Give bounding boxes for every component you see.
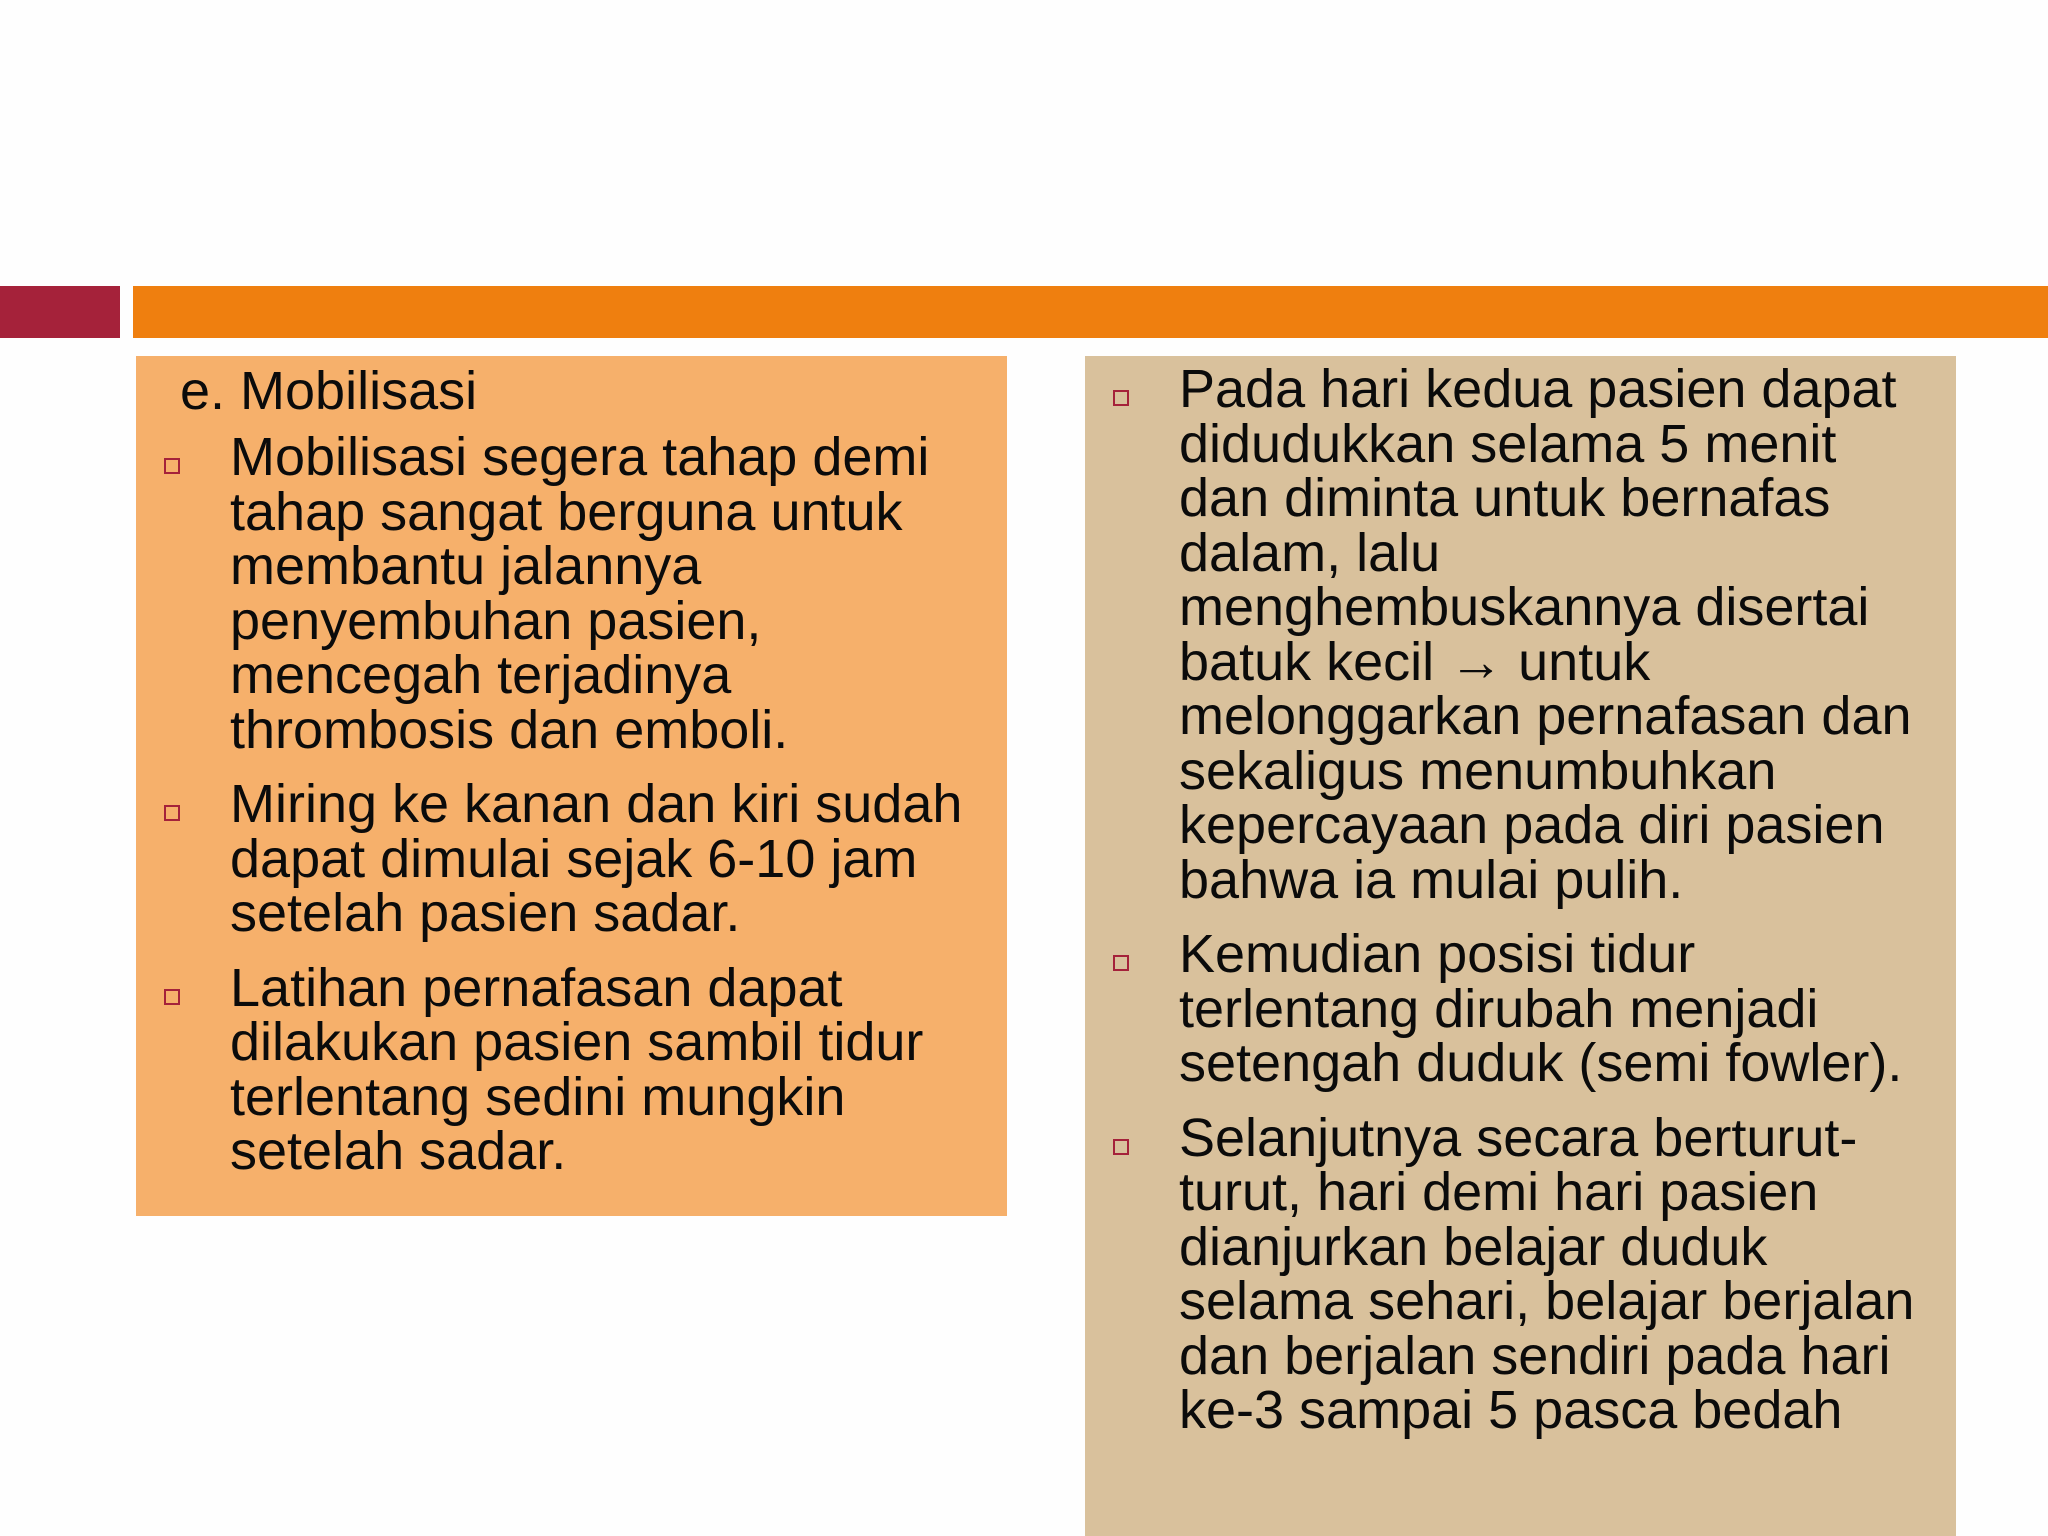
list-item-text: Selanjutnya secara berturut-turut, hari demi hari pasien dianjurkan belajar duduk selama sehari, belajar berjalan dan berjalan sendiri pada hari ke-3 sampai 5 pasca bedah xyxy=(1179,1107,1915,1440)
list-item-text: Pada hari kedua pasien dapat didudukkan selama 5 menit dan diminta untuk bernafas dalam, lalu menghembuskannya disertai batuk kecil → untuk melonggarkan pernafasan dan sekaligus menumbuhkan kepercayaan pada diri pasien bahwa ia mulai pulih. xyxy=(1179,359,1912,910)
list-item-text: Miring ke kanan dan kiri sudah dapat dimulai sejak 6-10 jam setelah pasien sadar. xyxy=(230,774,963,943)
square-bullet-icon xyxy=(164,458,180,474)
list-item-text: Mobilisasi segera tahap demi tahap sangat berguna untuk membantu jalannya penyembuhan pasien, mencegah terjadinya thrombosis dan emboli. xyxy=(230,427,930,760)
list-item xyxy=(158,427,977,760)
square-bullet-icon xyxy=(1113,390,1129,406)
list-item xyxy=(158,774,977,943)
accent-bar-orange xyxy=(133,286,2048,338)
section-heading: e. Mobilisasi xyxy=(180,361,478,421)
list-item-text: Kemudian posisi tidur terlentang dirubah menjadi setengah duduk (semi fowler). xyxy=(1179,924,1903,1093)
right-bullet-list xyxy=(1107,356,1936,1438)
left-bullet-list xyxy=(158,427,977,1181)
list-item xyxy=(1107,924,1936,1093)
right-content-panel xyxy=(1085,356,1956,1536)
list-item xyxy=(1107,359,1936,910)
square-bullet-icon xyxy=(164,805,180,821)
square-bullet-icon xyxy=(164,989,180,1005)
left-content-panel xyxy=(136,356,1007,1216)
square-bullet-icon xyxy=(1113,1139,1129,1155)
list-item xyxy=(1107,1107,1936,1440)
list-item xyxy=(158,957,977,1181)
square-bullet-icon xyxy=(1113,955,1129,971)
accent-bar-red xyxy=(0,286,120,338)
list-item-text: Latihan pernafasan dapat dilakukan pasien sambil tidur terlentang sedini mungkin setelah sadar. xyxy=(230,957,924,1181)
